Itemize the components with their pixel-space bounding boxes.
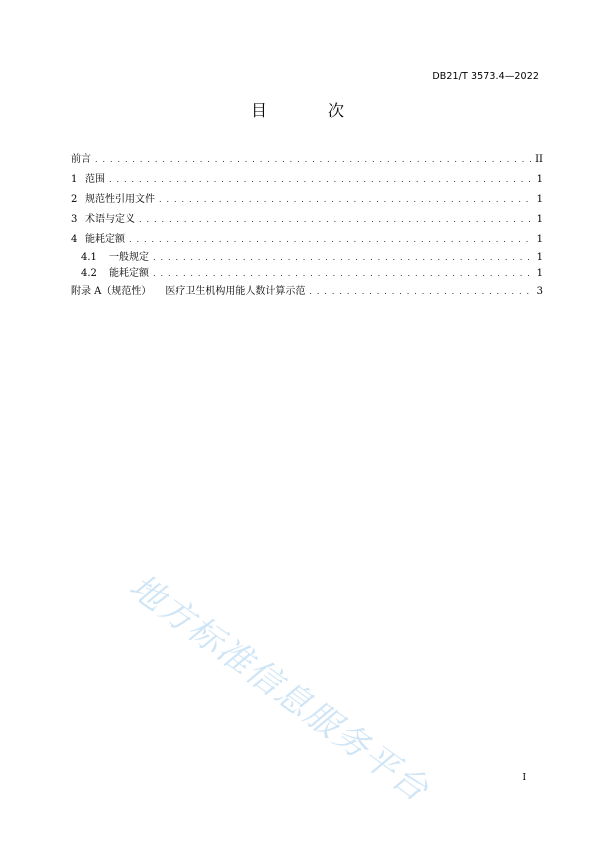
toc-label: 医疗卫生机构用能人数计算示范 [165, 286, 306, 297]
toc-entry-scope[interactable] [71, 170, 543, 190]
toc-page: 1 [536, 214, 543, 225]
toc-number: 4.2 [81, 268, 97, 279]
toc-number: 4.1 [81, 252, 97, 263]
toc-entry-energy-quota[interactable] [71, 230, 543, 250]
toc-number: 2 [71, 194, 78, 205]
toc-page: II [535, 154, 543, 165]
toc-label: 前言 [71, 154, 91, 165]
standard-id: DB21/T 3573.4—2022 [432, 71, 539, 82]
toc-page: 1 [536, 194, 543, 205]
toc-leader-dots [153, 250, 531, 266]
watermark: 地方标准信息服务平台 [121, 566, 437, 811]
toc-page: 1 [536, 268, 543, 279]
toc-page: 1 [536, 252, 543, 263]
toc-number: 3 [71, 214, 78, 225]
page-title: 目 次 [250, 101, 373, 120]
toc-page: 1 [536, 234, 543, 245]
toc-label: 能耗定额 [109, 268, 149, 279]
toc-entry-foreword[interactable] [71, 150, 543, 170]
toc-number: 1 [71, 174, 78, 185]
page-number: I [522, 773, 526, 783]
toc-page: 3 [536, 286, 543, 297]
toc-label: 能耗定额 [85, 234, 125, 245]
toc-leader-dots [309, 282, 531, 302]
toc-label: 范围 [85, 174, 105, 185]
toc-entry-normative-references[interactable] [71, 190, 543, 210]
toc-label: 术语与定义 [85, 214, 135, 225]
toc-number: 附录 A（规范性） [71, 286, 152, 297]
toc-entry-terms[interactable] [71, 210, 543, 230]
toc-leader-dots [159, 190, 531, 210]
toc-label: 规范性引用文件 [85, 194, 155, 205]
toc-leader-dots [129, 230, 531, 250]
toc-leader-dots [109, 170, 531, 190]
toc-entry-energy-quota-sub[interactable] [71, 266, 543, 282]
table-of-contents [71, 150, 543, 302]
toc-leader-dots [95, 150, 531, 170]
toc-number: 4 [71, 234, 78, 245]
toc-entry-annex-a[interactable] [71, 282, 543, 302]
toc-page: 1 [536, 174, 543, 185]
toc-label: 一般规定 [109, 252, 149, 263]
toc-leader-dots [153, 266, 531, 282]
toc-leader-dots [139, 210, 531, 230]
toc-entry-general-provisions[interactable] [71, 250, 543, 266]
